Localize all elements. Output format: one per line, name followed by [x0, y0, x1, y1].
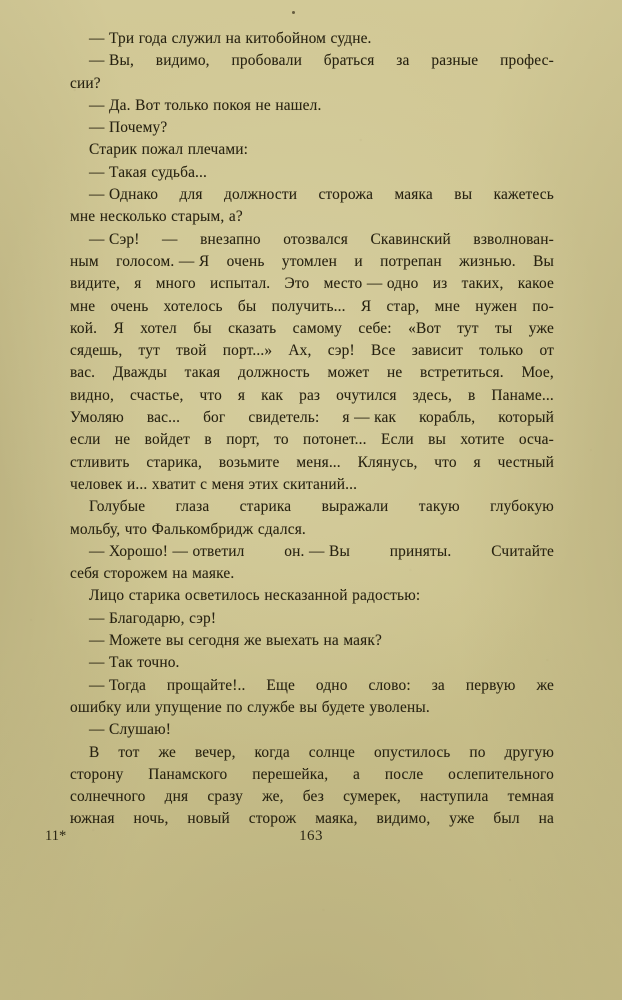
- text-word: выражали: [321, 498, 389, 516]
- text-word: только: [479, 342, 524, 360]
- text-line: себя сторожем на маяке.: [70, 565, 235, 583]
- text-word: кой.: [70, 319, 98, 337]
- text-word: когда: [254, 743, 290, 761]
- text-word: Голубые: [89, 498, 146, 516]
- text-word: южная: [70, 810, 115, 828]
- text-word: очень: [110, 297, 149, 315]
- text-word: в: [204, 431, 212, 449]
- text-word: Если: [381, 431, 414, 449]
- text-word: дня: [164, 788, 189, 806]
- text-word: опустилось: [373, 743, 451, 761]
- text-word: голосом. — Я: [116, 252, 210, 270]
- text-word: маяка: [394, 186, 433, 204]
- text-line: — Почему?: [89, 119, 168, 137]
- text-word: ты: [495, 319, 513, 337]
- text-line: [70, 385, 554, 407]
- text-line: [70, 407, 554, 429]
- text-word: ослепительного: [448, 765, 554, 783]
- text-word: вас...: [146, 409, 181, 427]
- text-word: место — одно: [323, 275, 419, 293]
- text-word: хотелось: [163, 297, 223, 315]
- text-word: же,: [262, 788, 284, 806]
- text-word: солнце: [308, 743, 356, 761]
- text-word: Умоляю: [70, 409, 124, 427]
- text-line: мольбу, что Фалькомбридж сдался.: [70, 520, 306, 538]
- text-word: стар,: [386, 297, 420, 315]
- text-word: что: [434, 453, 457, 471]
- text-word: видимо,: [155, 52, 210, 70]
- text-word: глаза: [175, 498, 210, 516]
- text-word: потонет...: [303, 431, 367, 449]
- text-word: для: [179, 186, 203, 204]
- text-word: сядешь,: [70, 342, 123, 360]
- text-line: мне несколько старым, а?: [70, 208, 243, 226]
- text-word: тот: [118, 743, 140, 761]
- text-line: [70, 675, 554, 697]
- text-word: первую: [465, 676, 516, 694]
- text-line: [70, 229, 554, 251]
- text-line: — Так точно.: [89, 654, 180, 672]
- text-word: пробовали: [231, 52, 302, 70]
- signature-mark: 11*: [45, 828, 67, 844]
- text-word: много: [155, 275, 196, 293]
- page-footer: [0, 826, 622, 848]
- text-line: [70, 184, 554, 206]
- text-word: вы: [428, 431, 447, 449]
- text-word: ночь,: [133, 810, 169, 828]
- text-word: возьмите: [218, 453, 280, 471]
- text-word: — Вы,: [89, 52, 134, 70]
- text-word: я: [473, 453, 481, 471]
- text-line: сии?: [70, 74, 101, 92]
- text-line: — Три года служил на китобойном судне.: [89, 30, 372, 47]
- text-word: такая: [184, 364, 221, 382]
- text-word: самому: [292, 319, 342, 337]
- text-line: [70, 452, 554, 474]
- text-word: Считайте: [491, 542, 554, 560]
- text-line: [70, 340, 554, 362]
- text-word: по-: [532, 297, 554, 315]
- text-word: такую: [418, 498, 460, 516]
- text-line: [70, 786, 554, 808]
- text-word: — Сэр!: [89, 230, 140, 248]
- text-word: сторону: [70, 765, 124, 783]
- text-word: Вы: [533, 252, 554, 270]
- text-word: за: [396, 52, 410, 70]
- text-word: корабль,: [419, 409, 476, 427]
- text-word: уже: [449, 810, 475, 828]
- text-line: Старик пожал плечами:: [89, 141, 249, 159]
- text-word: прощайте!..: [166, 676, 246, 694]
- text-word: в: [468, 386, 476, 404]
- text-word: сторож: [248, 810, 297, 828]
- text-word: В: [89, 743, 100, 761]
- text-word: очень: [226, 252, 265, 270]
- text-line: — Слушаю!: [89, 721, 172, 739]
- text-word: а: [353, 765, 361, 783]
- text-word: видимо,: [376, 810, 431, 828]
- text-word: наступила: [420, 788, 489, 806]
- text-word: меня...: [296, 453, 341, 471]
- text-line: — Можете вы сегодня же выехать на маяк?: [89, 632, 382, 650]
- text-word: стливить: [70, 453, 130, 471]
- text-word: войдет: [144, 431, 191, 449]
- text-word: Панамского: [148, 765, 228, 783]
- text-word: одно: [315, 676, 348, 694]
- text-line: [70, 496, 554, 518]
- text-word: честный: [497, 453, 554, 471]
- text-line: — Да. Вот только покоя не нашел.: [89, 96, 322, 114]
- text-word: я: [237, 386, 246, 404]
- text-word: получить...: [271, 297, 346, 315]
- text-line: [70, 273, 554, 295]
- text-line: [70, 764, 554, 786]
- text-word: сказать: [228, 319, 277, 337]
- text-word: мне: [70, 297, 96, 315]
- text-word: осча-: [518, 431, 554, 449]
- text-word: — Однако: [89, 186, 159, 204]
- text-word: перешейка,: [252, 765, 329, 783]
- text-word: по: [469, 743, 486, 761]
- text-word: без: [302, 788, 324, 806]
- text-word: счастье,: [129, 386, 184, 404]
- text-word: — Тогда: [89, 676, 146, 694]
- text-word: уже: [528, 319, 554, 337]
- text-line: — Благодарю, сэр!: [89, 609, 217, 627]
- text-word: если: [70, 431, 101, 449]
- text-word: какое: [517, 275, 554, 293]
- text-word: же: [536, 676, 554, 694]
- text-word: не: [387, 364, 403, 382]
- text-word: таких,: [461, 275, 504, 293]
- page-text-block: [70, 28, 554, 831]
- text-word: ным: [70, 252, 99, 270]
- text-word: «Вот: [408, 319, 441, 337]
- text-word: и: [354, 252, 363, 270]
- text-word: отозвался: [283, 230, 348, 248]
- text-line: ошибку или упущение по службе вы будете уволены.: [70, 698, 430, 716]
- scan-speck-artifact: [292, 11, 295, 14]
- text-word: Еще: [266, 676, 295, 694]
- text-word: свидетель:: [248, 409, 320, 427]
- text-word: жизнью.: [459, 252, 516, 270]
- text-word: тут: [457, 319, 479, 337]
- text-word: браться: [323, 52, 375, 70]
- text-word: бог: [203, 409, 226, 427]
- text-word: вас.: [70, 364, 96, 382]
- text-word: утомлен: [281, 252, 338, 270]
- text-word: здесь,: [412, 386, 453, 404]
- text-word: внезапно: [200, 230, 261, 248]
- text-word: встретиться.: [420, 364, 504, 382]
- text-word: зависит: [411, 342, 464, 360]
- text-word: видите,: [70, 275, 121, 293]
- text-word: видно,: [70, 386, 115, 404]
- text-line: Лицо старика осветилось несказанной радостью:: [89, 587, 421, 605]
- text-word: же: [158, 743, 177, 761]
- text-word: Скавинский: [370, 230, 451, 248]
- text-word: бы: [193, 319, 212, 337]
- text-word: вы: [454, 186, 473, 204]
- text-word: маяка,: [315, 810, 358, 828]
- text-word: хотите: [460, 431, 505, 449]
- text-word: был: [493, 810, 520, 828]
- text-word: что: [199, 386, 222, 404]
- text-word: твой: [176, 342, 207, 360]
- text-line: [70, 742, 554, 764]
- text-word: разные: [431, 52, 479, 70]
- page-number: 163: [299, 828, 323, 844]
- text-word: глубокую: [490, 498, 554, 516]
- text-word: очутился: [336, 386, 397, 404]
- text-word: взволнован-: [473, 230, 554, 248]
- text-word: Клянусь,: [357, 453, 418, 471]
- text-line: [70, 251, 554, 273]
- text-word: старика: [239, 498, 292, 516]
- text-word: то: [274, 431, 289, 449]
- text-line: [70, 318, 554, 340]
- text-word: я — как: [342, 409, 397, 427]
- text-line: [70, 362, 554, 384]
- text-word: от: [539, 342, 554, 360]
- text-word: нужен: [475, 297, 518, 315]
- text-word: — Хорошо! — ответил: [89, 542, 245, 560]
- text-word: он. — Вы: [284, 542, 350, 560]
- text-word: солнечного: [70, 788, 146, 806]
- text-line: человек и... хватит с меня этих скитаний...: [70, 475, 358, 493]
- text-line: [70, 429, 554, 451]
- text-word: Панаме...: [491, 386, 554, 404]
- text-word: после: [384, 765, 424, 783]
- text-word: Мое,: [521, 364, 554, 382]
- text-word: профес-: [500, 52, 554, 70]
- text-line: [70, 296, 554, 318]
- text-word: сэр!: [327, 342, 355, 360]
- text-word: тут: [138, 342, 160, 360]
- text-word: старика,: [146, 453, 202, 471]
- text-word: сумерек,: [343, 788, 401, 806]
- text-word: может: [327, 364, 370, 382]
- text-word: из: [432, 275, 448, 293]
- text-word: порт...»: [222, 342, 273, 360]
- text-word: Это: [284, 275, 310, 293]
- text-word: за: [431, 676, 445, 694]
- text-word: бы: [237, 297, 257, 315]
- text-word: приняты.: [389, 542, 452, 560]
- text-word: как: [261, 386, 284, 404]
- text-word: вечер,: [194, 743, 236, 761]
- text-word: сторожа: [318, 186, 374, 204]
- text-word: Ах,: [288, 342, 312, 360]
- text-line: — Такая судьба...: [89, 163, 208, 181]
- text-word: темная: [507, 788, 554, 806]
- text-word: Дважды: [112, 364, 167, 382]
- text-word: порт,: [226, 431, 260, 449]
- text-word: не: [114, 431, 131, 449]
- text-word: который: [498, 409, 554, 427]
- text-word: другую: [504, 743, 554, 761]
- text-word: потрепан: [380, 252, 442, 270]
- text-word: Я: [360, 297, 372, 315]
- text-word: сразу: [207, 788, 243, 806]
- text-word: должность: [237, 364, 310, 382]
- text-word: кажетесь: [493, 186, 554, 204]
- text-word: должности: [224, 186, 298, 204]
- text-word: на: [538, 810, 554, 828]
- text-word: —: [162, 230, 178, 248]
- text-word: себе:: [358, 319, 392, 337]
- text-word: раз: [299, 386, 321, 404]
- text-word: Я: [113, 319, 124, 337]
- text-line: [70, 541, 554, 563]
- text-line: [70, 50, 554, 72]
- text-word: Все: [370, 342, 396, 360]
- text-word: я: [134, 275, 142, 293]
- text-word: хотел: [140, 319, 177, 337]
- text-word: испытал.: [210, 275, 271, 293]
- text-word: слово:: [368, 676, 411, 694]
- text-word: мне: [434, 297, 460, 315]
- text-word: новый: [187, 810, 230, 828]
